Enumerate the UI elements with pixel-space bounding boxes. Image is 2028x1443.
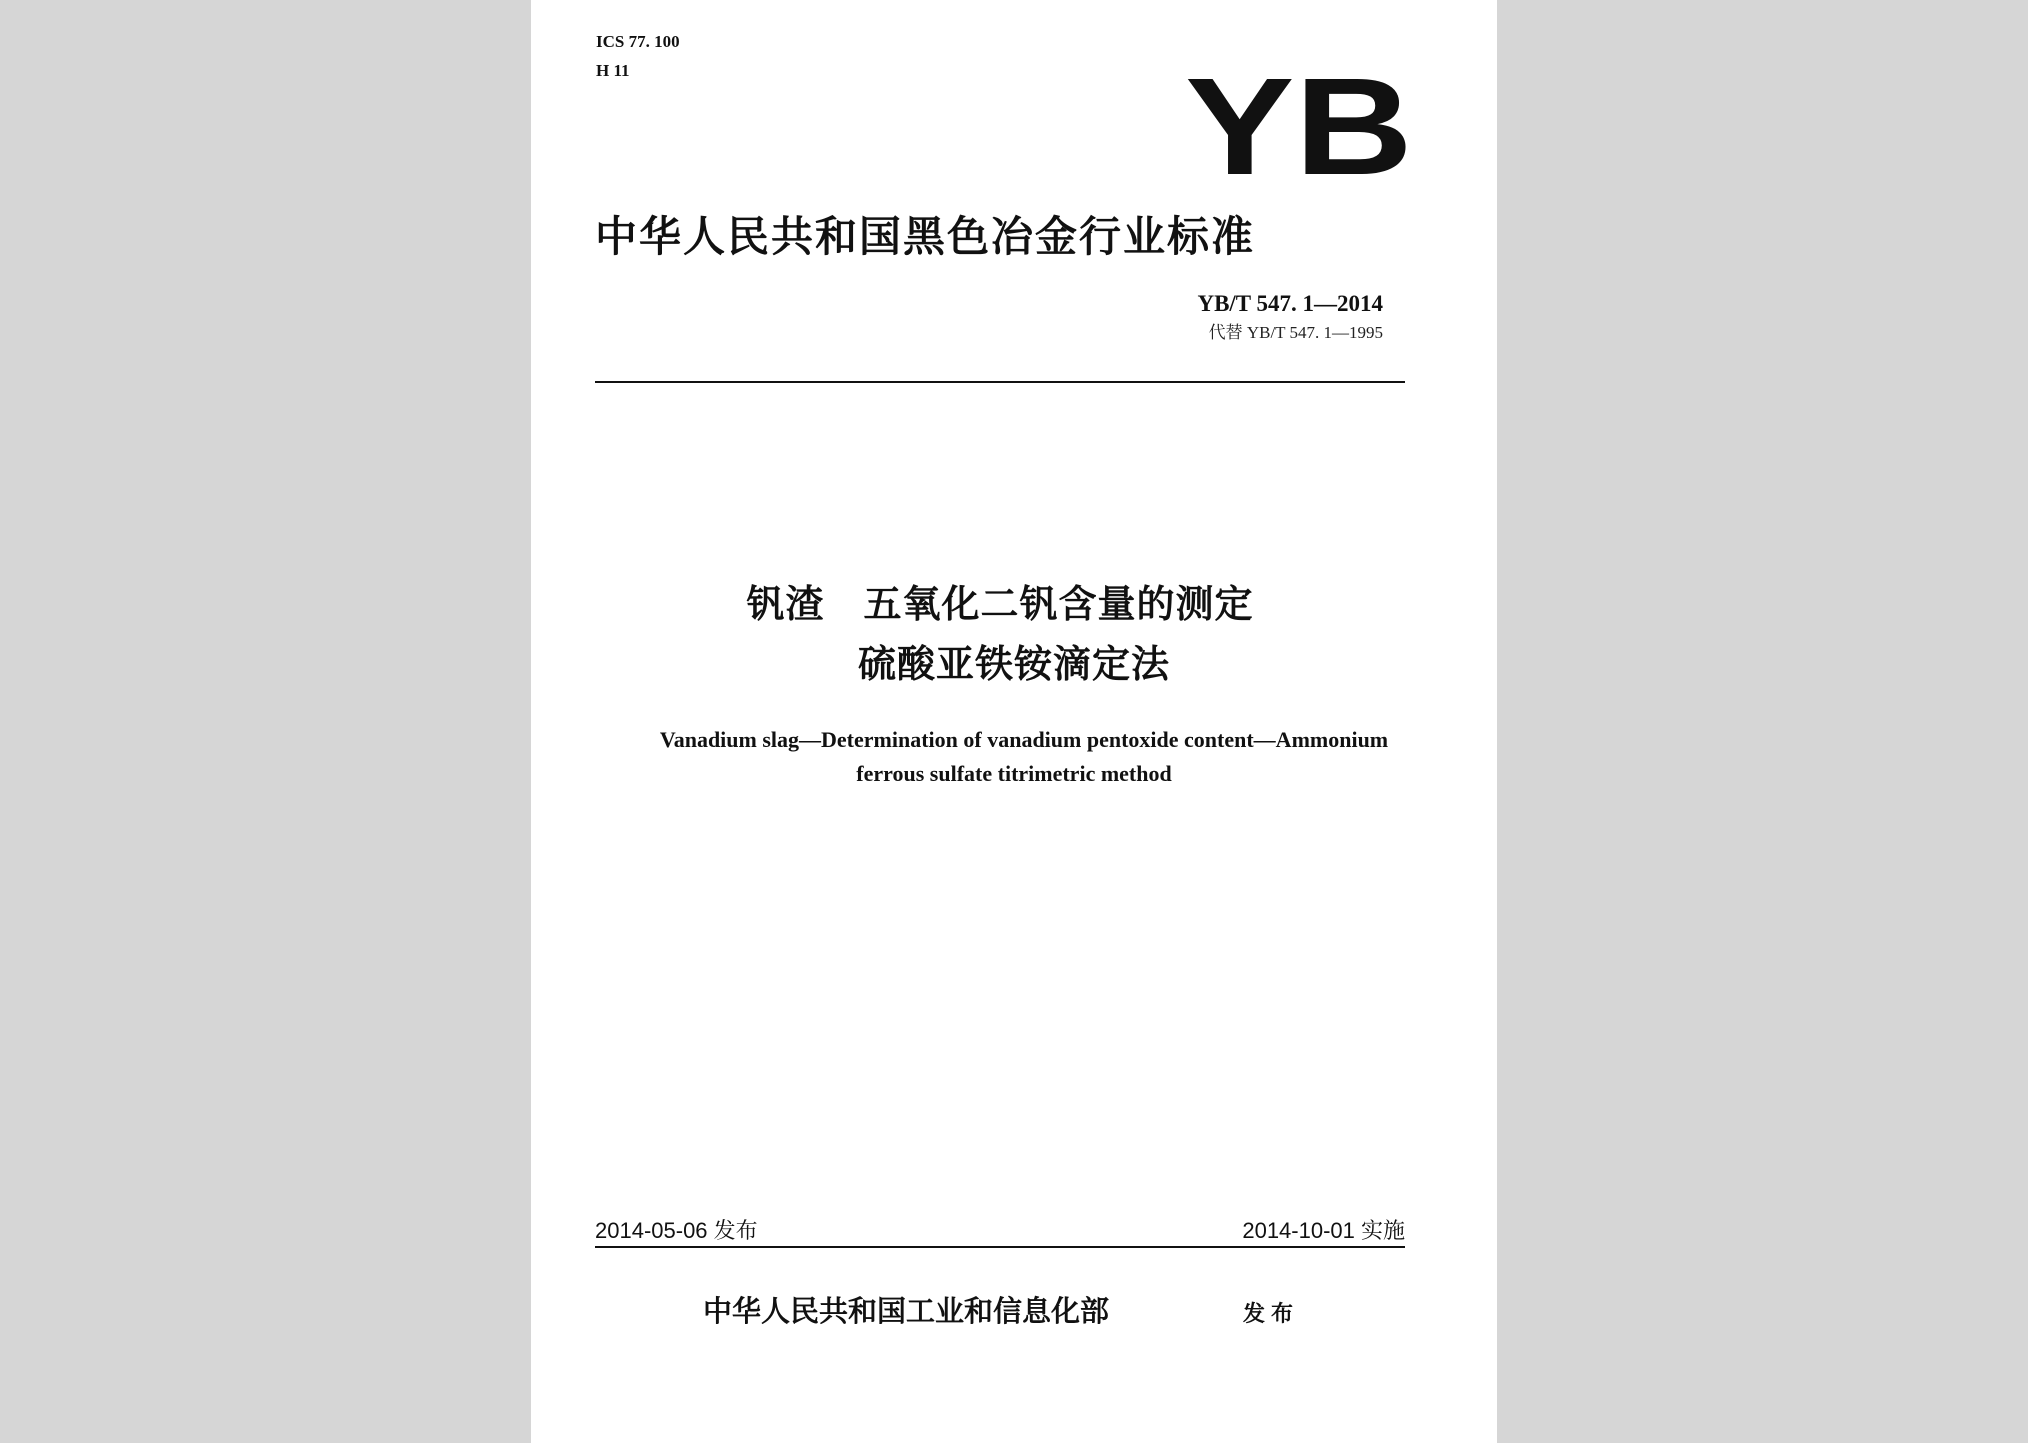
title-chinese-line-2: 硫酸亚铁铵滴定法 xyxy=(857,642,1170,686)
header-divider xyxy=(595,381,1405,383)
publisher-name: 中华人民共和国工业和信息化部 xyxy=(703,1294,1110,1328)
implementation-date: 2014-10-01 实施 xyxy=(1242,1218,1405,1243)
standard-category-title: 中华人民共和国黑色冶金行业标准 xyxy=(595,212,1256,261)
publish-label: 发布 xyxy=(1243,1301,1300,1327)
title-english-line-1: Vanadium slag—Determination of vanadium pentoxide content—Ammonium xyxy=(659,727,1389,752)
standard-number: YB/T 547. 1—2014 xyxy=(1197,291,1383,316)
title-chinese-line-1: 钒渣 五氧化二钒含量的测定 xyxy=(746,582,1254,626)
classification-code: H 11 xyxy=(596,61,630,80)
ics-code: ICS 77. 100 xyxy=(596,32,680,51)
document-page xyxy=(531,0,1497,1443)
footer-divider xyxy=(595,1246,1405,1248)
title-english-line-2: ferrous sulfate titrimetric method xyxy=(856,761,1172,786)
yb-logo xyxy=(1183,70,1415,178)
replaces-standard: 代替 YB/T 547. 1—1995 xyxy=(1208,323,1383,342)
yb-logo-text: YB xyxy=(1185,70,1413,178)
issue-date: 2014-05-06 发布 xyxy=(595,1218,758,1243)
